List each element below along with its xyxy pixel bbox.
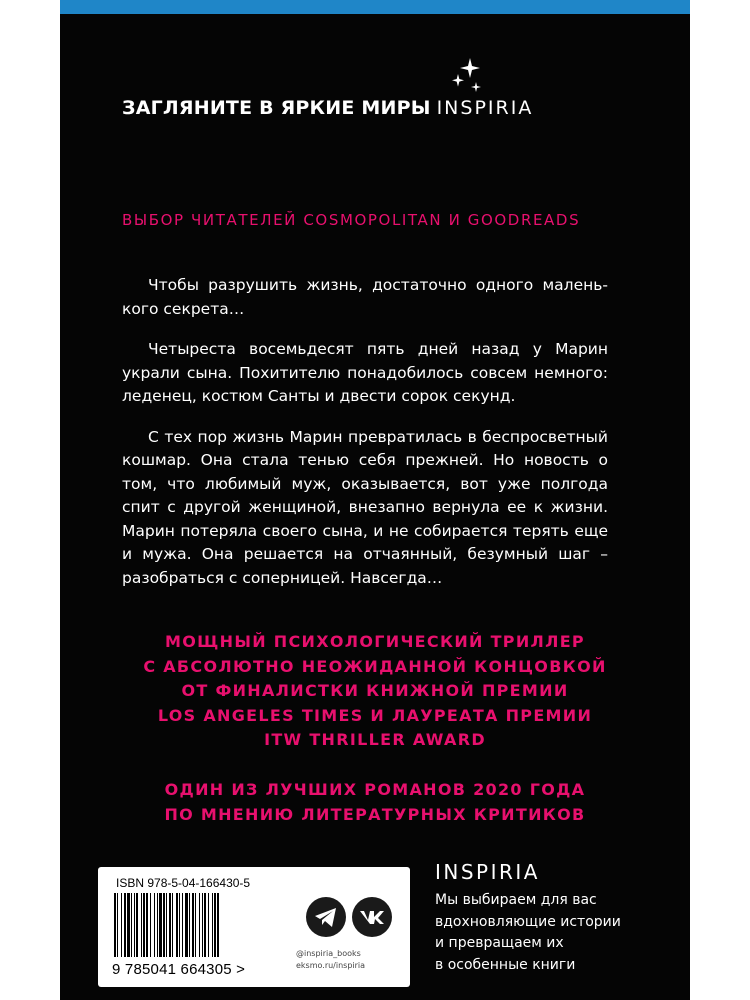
barcode-bar — [212, 893, 213, 957]
social-handle: @inspiria_books — [296, 949, 361, 958]
series-brand: INSPIRIA — [436, 97, 534, 119]
promo-line: С АБСОЛЮТНО НЕОЖИДАННОЙ КОНЦОВКОЙ — [143, 656, 607, 676]
barcode-bar — [131, 893, 132, 957]
barcode-bar — [141, 893, 142, 957]
promo-line: ОТ ФИНАЛИСТКИ КНИЖНОЙ ПРЕМИИ — [181, 681, 569, 700]
barcode-bar — [192, 893, 194, 957]
promo-line: ITW THRILLER AWARD — [264, 730, 486, 749]
vk-icon — [352, 897, 392, 937]
slogan-line: Мы выбираем для вас — [435, 892, 597, 908]
slogan-line: вдохновляющие истории — [435, 913, 621, 930]
slogan-line: и превращаем их — [435, 935, 564, 951]
telegram-icon — [306, 897, 346, 937]
top-color-strip — [60, 0, 690, 14]
barcode-bar — [185, 893, 188, 957]
social-site: eksmo.ru/inspiria — [296, 961, 366, 970]
barcode-bar — [182, 893, 183, 957]
barcode-bar — [134, 893, 135, 957]
barcode-bar — [127, 893, 130, 957]
barcode-bar — [179, 893, 180, 957]
barcode-bar — [159, 893, 162, 957]
publisher-slogan — [435, 890, 675, 976]
tagline-text: ЗАГЛЯНИТЕ В ЯРКИЕ МИРЫ — [122, 97, 431, 119]
barcode-bar — [172, 893, 173, 957]
publisher-logo: INSPIRIA — [435, 860, 540, 884]
promo-block-thriller — [60, 630, 690, 753]
barcode-bar — [117, 893, 118, 957]
barcode-bar — [202, 893, 203, 957]
promo-line: МОЩНЫЙ ПСИХОЛОГИЧЕСКИЙ ТРИЛЛЕР — [165, 632, 585, 651]
barcode-bar — [189, 893, 190, 957]
sparkles-icon — [452, 58, 484, 94]
description-paragraph: Чтобы разрушить жизнь, достаточно одного малень-кого секрета… — [122, 276, 608, 318]
promo-line: ОДИН ИЗ ЛУЧШИХ РОМАНОВ 2020 ГОДА — [164, 780, 586, 799]
barcode-graphic — [112, 893, 284, 957]
promo-line: ПО МНЕНИЮ ЛИТЕРАТУРНЫХ КРИТИКОВ — [164, 804, 586, 824]
barcode-bar — [214, 893, 216, 957]
barcode-bar — [150, 893, 151, 957]
description-paragraph: Четыреста восемьдесят пять дней назад у Марин украли сына. Похитителю понадобилось совсем немного: леденец, костюм Санты и двести сорок секунд. — [122, 340, 608, 405]
book-description — [122, 274, 608, 607]
isbn-label: ISBN 978-5-04-166430-5 — [116, 876, 251, 890]
social-block — [296, 893, 406, 979]
barcode-bar — [136, 893, 138, 957]
series-tagline — [122, 97, 533, 119]
readers-choice-banner: ВЫБОР ЧИТАТЕЛЕЙ COSMOPOLITAN И GOODREADS — [122, 211, 581, 229]
description-paragraph: С тех пор жизнь Марин превратилась в беспросветный кошмар. Она стала тенью себя прежней. Но новость о том, что любимый муж, оказывается, вот уже полгода спит с другой женщиной, внезапно вернула ее к жизни. Марин потеряла своего сына, и не собирается терять еще и мужа. Она решается на отчаянный, безумный шаг – разобраться с соперницей. Навсегда… — [122, 427, 608, 587]
barcode-bar — [208, 893, 209, 957]
barcode-bar — [199, 893, 200, 957]
barcode-bar — [176, 893, 178, 957]
social-icons — [304, 893, 396, 941]
barcode-bar — [217, 893, 219, 957]
barcode-bar — [169, 893, 171, 957]
promo-line: LOS ANGELES TIMES И ЛАУРЕАТА ПРЕМИИ — [157, 705, 593, 725]
barcode-bar — [163, 893, 165, 957]
barcode-bar — [204, 893, 206, 957]
barcode-bar — [166, 893, 167, 957]
barcode-bar — [114, 893, 116, 957]
barcode-bar — [143, 893, 145, 957]
slogan-line: в особенные книги — [435, 956, 576, 973]
barcode-bar — [195, 893, 196, 957]
promo-block-critics — [60, 778, 690, 827]
barcode-bar — [146, 893, 148, 957]
barcode-bar — [121, 893, 122, 957]
barcode-digits: 9 785041 664305 > — [112, 961, 246, 978]
barcode-bar — [124, 893, 126, 957]
barcode-bar — [154, 893, 155, 957]
barcode-panel — [98, 867, 410, 987]
barcode-bar — [157, 893, 158, 957]
